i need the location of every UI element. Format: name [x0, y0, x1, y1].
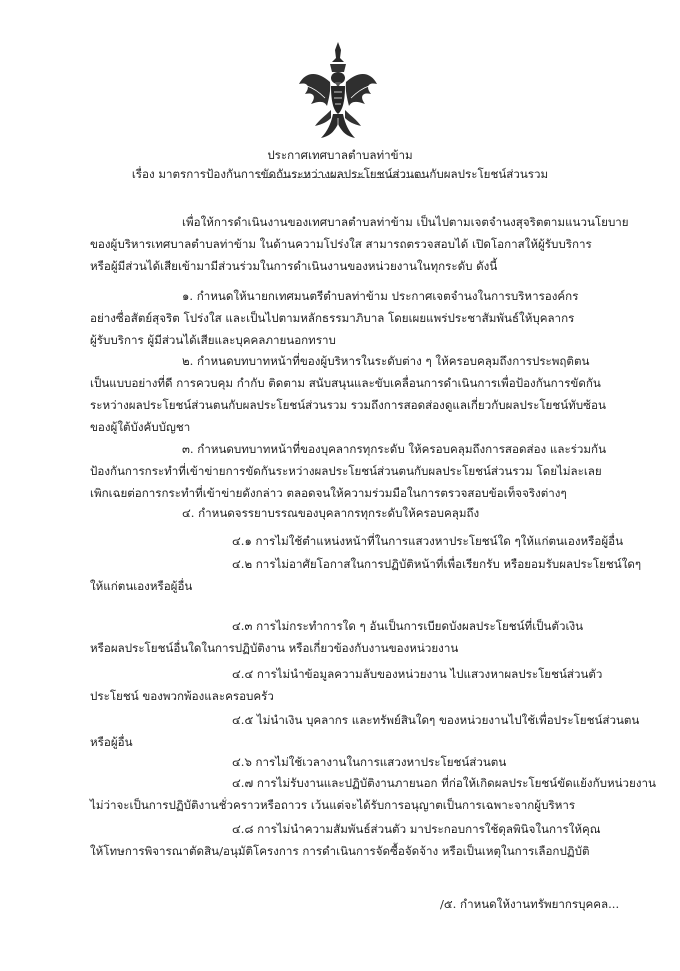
item-4-7-line-2: ไม่ว่าจะเป็นการปฏิบัติงานชั่วคราวหรือถาวร เว้นแต่จะได้รับการอนุญาตเป็นการเฉพาะจากผู้บริหาร	[90, 798, 576, 812]
item-2-line-1: ๒. กำหนดบทบาทหน้าที่ของผู้บริหารในระดับต่าง ๆ ให้ครอบคลุมถึงการประพฤติตน	[182, 354, 590, 368]
item-4-6: ๔.๖ การไม่ใช้เวลางานในการแสวงหาประโยชน์ส่วนตน	[232, 755, 507, 769]
item-4-2-line-2: ให้แก่ตนเองหรือผู้อื่น	[90, 579, 193, 593]
item-3-line-3: เพิกเฉยต่อการกระทำที่เข้าข่ายดังกล่าว ตลอดจนให้ความร่วมมือในการตรวจสอบข้อเท็จจริงต่างๆ	[90, 486, 567, 500]
intro-line-3: หรือผู้มีส่วนได้เสียเข้ามามีส่วนร่วมในการดำเนินงานของหน่วยงานในทุกระดับ ดังนี้	[90, 259, 498, 273]
item-4-5-line-2: หรือผู้อื่น	[90, 735, 133, 749]
item-2-line-3: ระหว่างผลประโยชน์ส่วนตนกับผลประโยชน์ส่วนรวม รวมถึงการสอดส่องดูแลเกี่ยวกับผลประโยชน์ทับซ้อน	[90, 398, 606, 412]
item-2-line-4: ของผู้ใต้บังคับบัญชา	[90, 420, 191, 434]
header-divider	[258, 177, 424, 178]
item-1-line-2: อย่างซื่อสัตย์สุจริต โปร่งใส และเป็นไปตามหลักธรรมาภิบาล โดยเผยแพร่ประชาสัมพันธ์ให้บุคลากร	[90, 311, 575, 325]
item-4-3-line-1: ๔.๓ การไม่กระทำการใด ๆ อันเป็นการเบียดบังผลประโยชน์ที่เป็นตัวเงิน	[232, 619, 584, 633]
continuation-note: /๕. กำหนดให้งานทรัพยากรบุคคล...	[440, 897, 620, 911]
announcement-title: ประกาศเทศบาลตำบลท่าข้าม	[267, 148, 413, 162]
intro-line-1: เพื่อให้การดำเนินงานของเทศบาลตำบลท่าข้าม เป็นไปตามเจตจำนงสุจริตตามแนวนโยบาย	[182, 215, 629, 229]
item-4-4-line-1: ๔.๔ การไม่นำข้อมูลความลับของหน่วยงาน ไปแสวงหาผลประโยชน์ส่วนตัว	[232, 667, 603, 681]
announcement-subject: เรื่อง มาตรการป้องกันการขัดกันระหว่างผลประโยชน์ส่วนตนกับผลประโยชน์ส่วนรวม	[131, 167, 549, 181]
item-4-1: ๔.๑ การไม่ใช้ตำแหน่งหน้าที่ในการแสวงหาประโยชน์ใด ๆให้แก่ตนเองหรือผู้อื่น	[232, 534, 624, 548]
item-3-line-2: ป้องกันการกระทำที่เข้าข่ายการขัดกันระหว่างผลประโยชน์ส่วนตนกับผลประโยชน์ส่วนรวม โดยไม่ละเลย	[90, 464, 602, 478]
item-4-4-line-2: ประโยชน์ ของพวกพ้องและครอบครัว	[90, 689, 274, 703]
item-2-line-2: เป็นแบบอย่างที่ดี การควบคุม กำกับ ติดตาม สนับสนุนและขับเคลื่อนการดำเนินการเพื่อป้องกันการขัดกัน	[90, 376, 601, 390]
item-4-8-line-1: ๔.๘ การไม่นำความสัมพันธ์ส่วนตัว มาประกอบการใช้ดุลพินิจในการให้คุณ	[232, 822, 601, 836]
item-1-line-3: ผู้รับบริการ ผู้มีส่วนได้เสียและบุคคลภายนอกทราบ	[90, 333, 336, 347]
intro-line-2: ของผู้บริหารเทศบาลตำบลท่าข้าม ในด้านความโปร่งใส สามารถตรวจสอบได้ เปิดโอกาสให้ผู้รับบริการ	[90, 237, 592, 251]
item-4-heading: ๔. กำหนดจรรยาบรรณของบุคลากรทุกระดับให้ครอบคลุมถึง	[182, 506, 480, 520]
item-4-3-line-2: หรือผลประโยชน์อื่นใดในการปฏิบัติงาน หรือเกี่ยวข้องกับงานของหน่วยงาน	[90, 641, 459, 655]
item-4-5-line-1: ๔.๕ ไม่นำเงิน บุคลากร และทรัพย์สินใดๆ ของหน่วยงานไปใช้เพื่อประโยชน์ส่วนตน	[232, 713, 640, 727]
item-4-7-line-1: ๔.๗ การไม่รับงานและปฏิบัติงานภายนอก ที่ก่อให้เกิดผลประโยชน์ขัดแย้งกับหน่วยงาน	[232, 776, 656, 790]
item-4-8-line-2: ให้โทษการพิจารณาตัดสิน/อนุมัติโครงการ การดำเนินการจัดซื้อจัดจ้าง หรือเป็นเหตุในการเลือกปฏิบัติ	[90, 844, 590, 858]
garuda-emblem	[297, 40, 379, 140]
item-4-2-line-1: ๔.๒ การไม่อาศัยโอกาสในการปฏิบัติหน้าที่เพื่อเรียกรับ หรือยอมรับผลประโยชน์ใดๆ	[232, 557, 642, 571]
item-3-line-1: ๓. กำหนดบทบาทหน้าที่ของบุคลากรทุกระดับ ให้ครอบคลุมถึงการสอดส่อง และร่วมกัน	[182, 442, 607, 456]
item-1-line-1: ๑. กำหนดให้นายกเทศมนตรีตำบลท่าข้าม ประกาศเจตจำนงในการบริหารองค์กร	[182, 289, 579, 303]
